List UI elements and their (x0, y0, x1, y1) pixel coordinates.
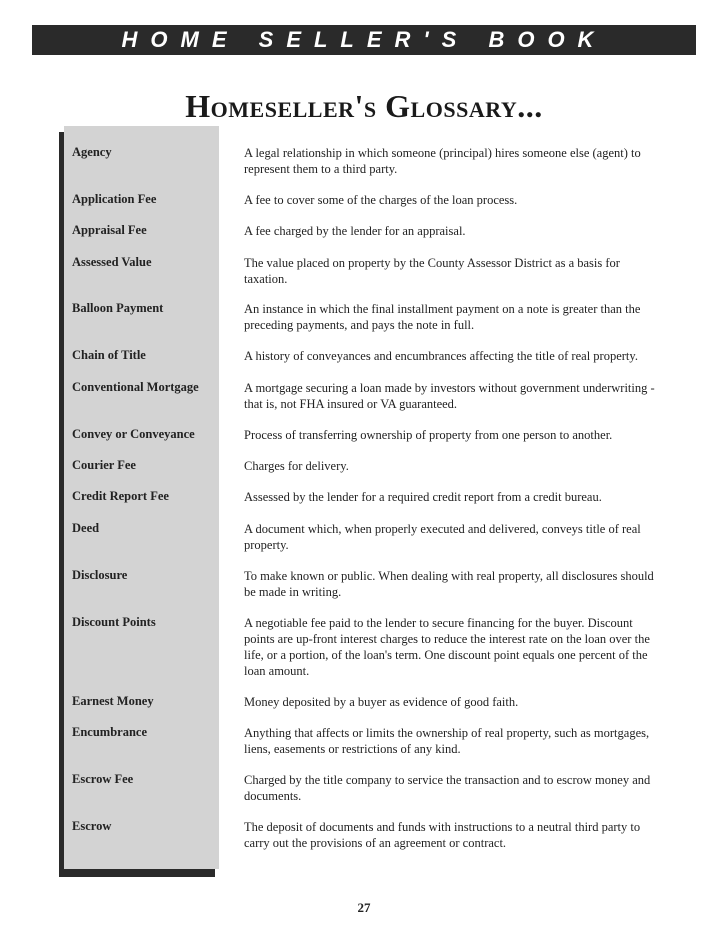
glossary-definition: A mortgage securing a loan made by investors without government underwriting - that is, not FHA insured or VA guaranteed. (244, 381, 655, 411)
glossary-term: Assessed Value (72, 255, 152, 269)
glossary-term: Encumbrance (72, 725, 147, 739)
glossary-term: Deed (72, 521, 100, 535)
glossary-definition: A fee to cover some of the charges of the loan process. (244, 193, 518, 207)
glossary-definition: A negotiable fee paid to the lender to secure financing for the buyer. Discount points are up-front interest charges to reduce the interest rate on the loan over the life, or a portion, of the loan's term. One discount point equals one percent of the loan amount. (244, 616, 650, 678)
glossary-definition: Charges for delivery. (244, 459, 349, 473)
glossary-definition: Charged by the title company to service the transaction and to escrow money and documents. (244, 773, 651, 803)
glossary-term: Credit Report Fee (72, 489, 169, 503)
glossary-definition: Anything that affects or limits the ownership of real property, such as mortgages, liens, easements or restrictions of any kind. (244, 726, 650, 756)
glossary-definition: A legal relationship in which someone (principal) hires someone else (agent) to represent them to a third party. (244, 146, 641, 176)
glossary-term: Discount Points (72, 615, 156, 629)
glossary-definition: Money deposited by a buyer as evidence of good faith. (244, 695, 519, 709)
glossary-definition: Assessed by the lender for a required credit report from a credit bureau. (244, 490, 602, 504)
glossary-term: Agency (72, 145, 112, 159)
glossary-definition: A document which, when properly executed and delivered, conveys title of real property. (244, 522, 641, 552)
glossary-definition: A fee charged by the lender for an appraisal. (244, 224, 466, 238)
glossary-term: Application Fee (72, 192, 157, 206)
glossary-term: Escrow Fee (72, 772, 134, 786)
glossary-definition: To make known or public. When dealing with real property, all disclosures should be made in writing. (244, 569, 654, 599)
book-header-banner: HOME SELLER'S BOOK (32, 25, 696, 55)
glossary-term: Disclosure (72, 568, 128, 582)
glossary-term: Conventional Mortgage (72, 380, 199, 394)
glossary-definition: An instance in which the final installment payment on a note is greater than the preceding payments, and pays the note in full. (244, 302, 641, 332)
glossary-term: Appraisal Fee (72, 223, 147, 237)
glossary-term: Balloon Payment (72, 301, 164, 315)
glossary-definition: The value placed on property by the County Assessor District as a basis for taxation. (244, 256, 620, 286)
page-number: 27 (357, 900, 371, 915)
glossary-definition: Process of transferring ownership of property from one person to another. (244, 428, 613, 442)
glossary-term: Earnest Money (72, 694, 154, 708)
glossary-term: Courier Fee (72, 458, 136, 472)
glossary-term: Convey or Conveyance (72, 427, 195, 441)
glossary-definition: The deposit of documents and funds with instructions to a neutral third party to carry out the provisions of an agreement or contract. (244, 820, 641, 850)
glossary-definition: A history of conveyances and encumbrances affecting the title of real property. (244, 349, 638, 363)
glossary-term: Chain of Title (72, 348, 146, 362)
page-title: Homeseller's Glossary... (185, 88, 543, 124)
glossary-term: Escrow (72, 819, 112, 833)
